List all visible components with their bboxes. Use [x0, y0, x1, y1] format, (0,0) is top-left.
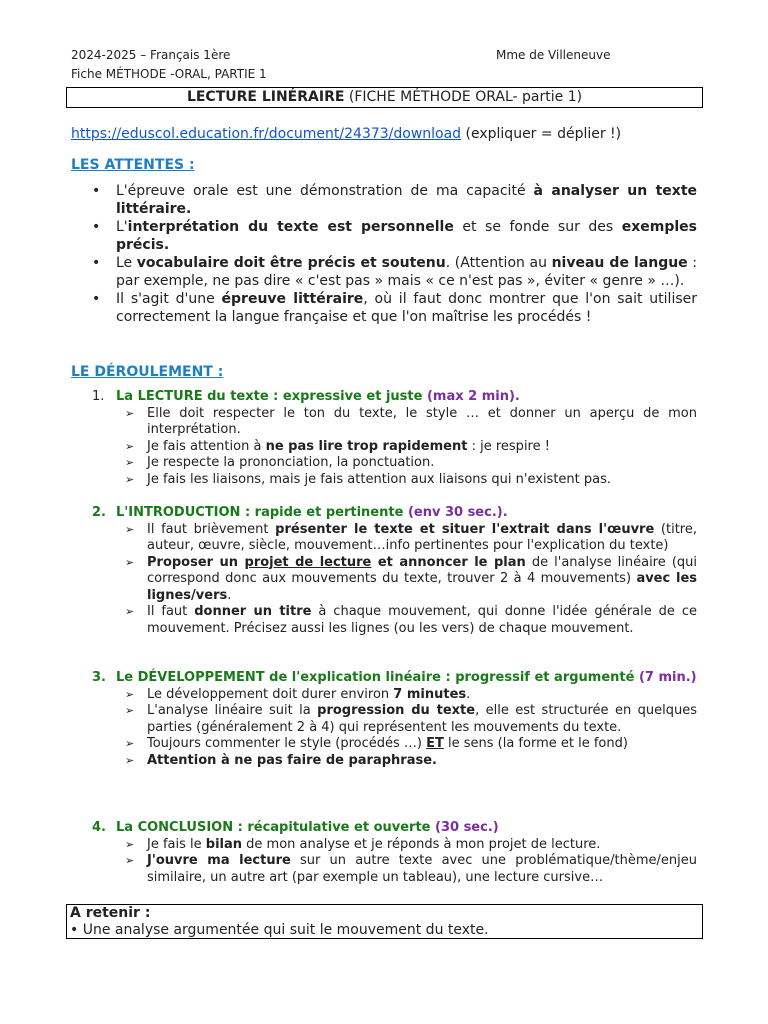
retenir-title: A retenir :: [70, 905, 151, 921]
list-item: ➢ L'analyse linéaire suit la progression du texte, elle est structurée en quelques parties (généralement 2 à 4) qui représentent les mouvements du texte.: [125, 703, 697, 735]
arrow-bullet-icon: ➢: [125, 522, 135, 536]
list-item: ➢ J'ouvre ma lecture sur un autre texte avec une problématique/thème/enjeu similaire, un autre art (par exemple un tableau), une lecture cursive…: [125, 853, 697, 885]
bullet-icon: •: [92, 291, 101, 307]
retenir-text: • Une analyse argumentée qui suit le mouvement du texte.: [70, 922, 489, 938]
list-item: ➢ Attention à ne pas faire de paraphrase.: [125, 752, 437, 768]
list-item: • L'épreuve orale est une démonstration de ma capacité à analyser un texte littéraire.: [92, 183, 698, 217]
list-item: • Le vocabulaire doit être précis et soutenu. (Attention au niveau de langue : par exemple, ne pas dire « c'est pas » mais « ce n'est pas », éviter « genre » …).: [92, 255, 698, 289]
list-item: ➢ Il faut donner un titre à chaque mouvement, qui donne l'idée générale de ce mouvement. Précisez aussi les lignes (ou les vers) de chaque mouvement.: [125, 604, 698, 636]
retenir-box: [66, 904, 703, 939]
header-sheet-title: Fiche MÉTHODE -ORAL, PARTIE 1: [71, 67, 267, 81]
header-teacher: Mme de Villeneuve: [496, 48, 611, 62]
document-subtitle: (FICHE MÉTHODE ORAL- partie 1): [344, 89, 583, 105]
attentes-list: [92, 182, 697, 326]
arrow-bullet-icon: ➢: [125, 439, 135, 453]
step-conclusion: [92, 820, 697, 886]
document-title: LECTURE LINÉRAIRE: [186, 89, 345, 105]
arrow-bullet-icon: ➢: [125, 406, 135, 420]
arrow-bullet-icon: ➢: [125, 854, 135, 867]
list-item: ➢ Il faut brièvement présenter le texte et situer l'extrait dans l'œuvre (titre, auteur, œuvre, siècle, mouvement…info pertinentes pour l'explication du texte): [125, 521, 697, 553]
list-item: ➢ Proposer un projet de lecture et annoncer le plan de l'analyse linéaire (qui correspond donc aux mouvements du texte, trouver 2 à 4 mouvements) avec les lignes/vers.: [125, 554, 698, 603]
step-heading: 3. Le DÉVELOPPEMENT de l'explication linéaire : progressif et argumenté (7 min.): [92, 670, 697, 685]
list-item: • Il s'agit d'une épreuve littéraire, où il faut donc montrer que l'on sait utiliser correctement la langue française et que l'on maîtrise les procédés !: [92, 291, 698, 325]
arrow-bullet-icon: ➢: [125, 472, 135, 486]
arrow-bullet-icon: ➢: [125, 704, 135, 717]
section-heading-deroulement: LE DÉROULEMENT :: [71, 364, 224, 380]
list-item: ➢ Le développement doit durer environ 7 minutes.: [125, 686, 471, 702]
step-developpement: [92, 670, 697, 769]
step-heading: 4. La CONCLUSION : récapitulative et ouverte (30 sec.): [92, 820, 499, 835]
bullet-icon: •: [92, 183, 101, 199]
bullet-icon: •: [92, 219, 101, 235]
header-year-class: 2024-2025 – Français 1ère: [71, 48, 231, 62]
list-item: ➢ Elle doit respecter le ton du texte, le style … et donner un aperçu de mon interprétation.: [125, 405, 697, 437]
section-heading-attentes: LES ATTENTES :: [71, 157, 195, 173]
arrow-bullet-icon: ➢: [125, 837, 135, 851]
step-lecture: [92, 389, 697, 488]
list-item: ➢ Je respecte la prononciation, la ponctuation.: [125, 455, 435, 470]
arrow-bullet-icon: ➢: [125, 555, 135, 569]
arrow-bullet-icon: ➢: [125, 753, 135, 767]
arrow-bullet-icon: ➢: [125, 605, 135, 618]
arrow-bullet-icon: ➢: [125, 737, 135, 750]
link-note: (expliquer = déplier !): [461, 126, 622, 142]
bullet-icon: •: [92, 255, 101, 271]
document-title-box: [66, 87, 703, 108]
eduscol-link-line: [71, 126, 621, 142]
step-introduction: [92, 505, 697, 637]
list-item: ➢ Je fais le bilan de mon analyse et je réponds à mon projet de lecture.: [125, 836, 601, 852]
arrow-bullet-icon: ➢: [125, 687, 135, 701]
eduscol-link[interactable]: https://eduscol.education.fr/document/24373/download: [71, 126, 462, 142]
list-item: ➢ Je fais les liaisons, mais je fais attention aux liaisons qui n'existent pas.: [125, 471, 612, 487]
step-heading: 2. L'INTRODUCTION : rapide et pertinente (env 30 sec.).: [92, 505, 508, 520]
step-heading: 1. La LECTURE du texte : expressive et juste (max 2 min).: [92, 389, 520, 404]
arrow-bullet-icon: ➢: [125, 456, 135, 469]
list-item: ➢ Je fais attention à ne pas lire trop rapidement : je respire !: [125, 438, 550, 454]
list-item: ➢ Toujours commenter le style (procédés …) ET le sens (la forme et le fond): [125, 736, 628, 751]
list-item: • L'interprétation du texte est personnelle et se fonde sur des exemples précis.: [92, 219, 697, 253]
